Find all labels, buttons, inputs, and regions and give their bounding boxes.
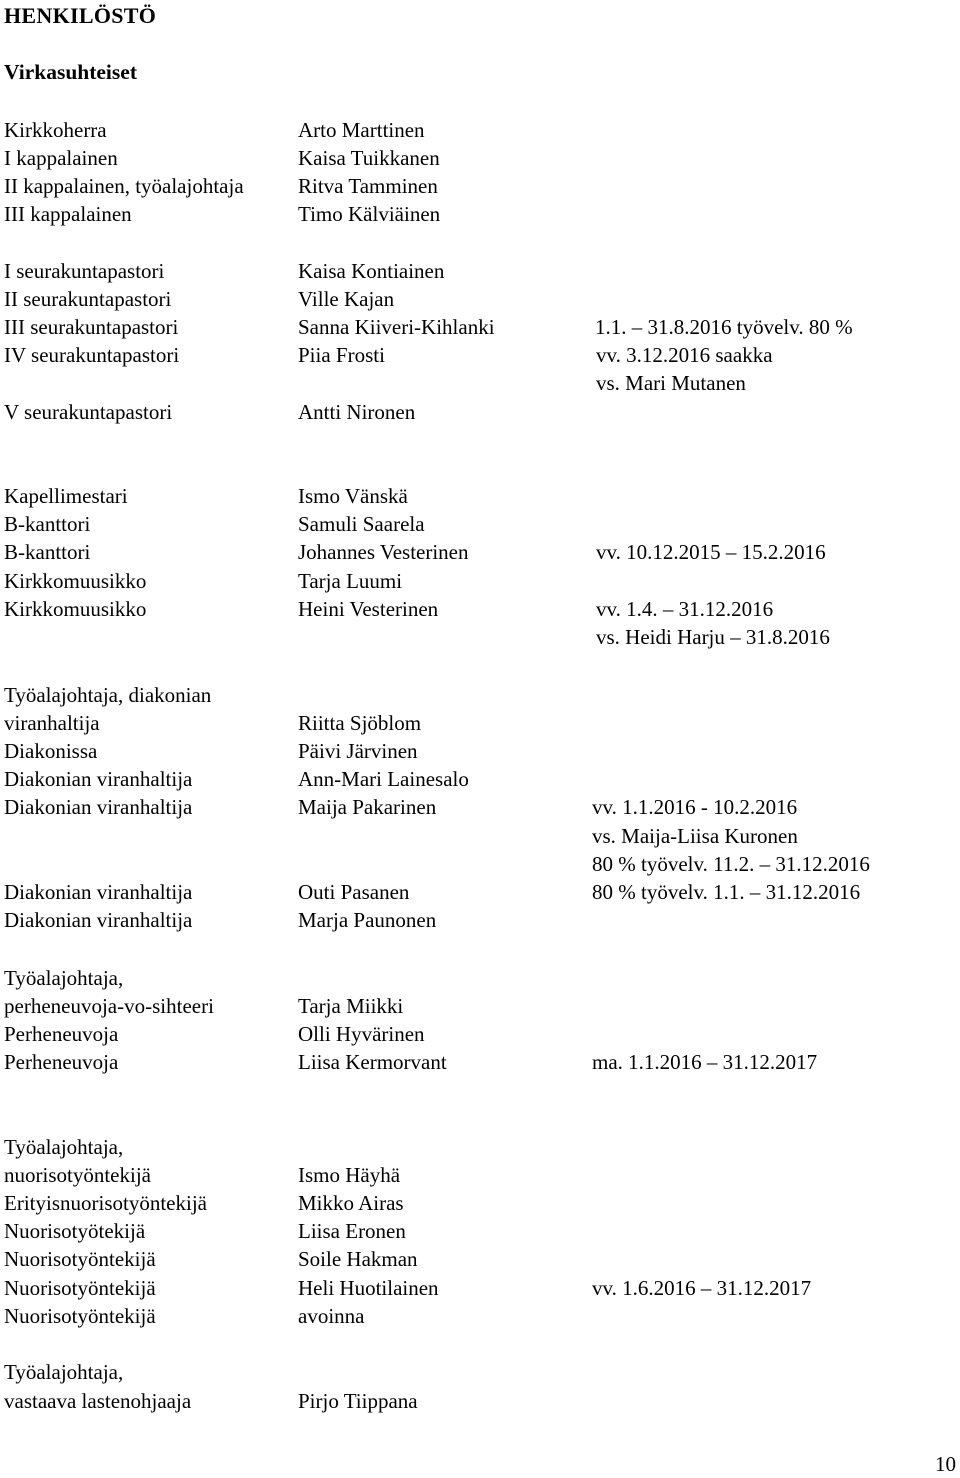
staff-role: Diakonian viranhaltija: [4, 795, 193, 819]
page-number: 10: [935, 1452, 956, 1476]
staff-note: vv. 1.4. – 31.12.2016: [596, 597, 774, 621]
staff-role: Kirkkoherra: [4, 118, 107, 142]
staff-role: B-kanttori: [4, 512, 91, 536]
page-title: HENKILÖSTÖ: [4, 3, 157, 28]
section-subtitle: Virkasuhteiset: [4, 60, 137, 84]
staff-name: Samuli Saarela: [298, 512, 425, 536]
staff-role: Työalajohtaja, diakonian: [4, 683, 212, 707]
staff-note: ma. 1.1.2016 – 31.12.2017: [592, 1050, 818, 1074]
staff-name: Marja Paunonen: [298, 908, 437, 932]
staff-role: I kappalainen: [4, 146, 118, 170]
staff-name: Kaisa Kontiainen: [298, 259, 445, 283]
staff-role: Kirkkomuusikko: [4, 569, 147, 593]
staff-role: Diakonissa: [4, 739, 98, 763]
staff-role: Diakonian viranhaltija: [4, 767, 193, 791]
staff-name: Antti Nironen: [298, 400, 416, 424]
staff-role: nuorisotyöntekijä: [4, 1163, 151, 1187]
staff-note: vs. Heidi Harju – 31.8.2016: [596, 625, 830, 649]
staff-role: Diakonian viranhaltija: [4, 908, 193, 932]
staff-name: Ritva Tamminen: [298, 174, 438, 198]
staff-role: III seurakuntapastori: [4, 315, 179, 339]
staff-role: vastaava lastenohjaaja: [4, 1389, 192, 1413]
staff-name: Ismo Häyhä: [298, 1163, 401, 1187]
staff-role: Perheneuvoja: [4, 1050, 119, 1074]
staff-role: Kirkkomuusikko: [4, 597, 147, 621]
staff-role: V seurakuntapastori: [4, 400, 173, 424]
staff-role: perheneuvoja-vo-sihteeri: [4, 994, 214, 1018]
staff-role: IV seurakuntapastori: [4, 343, 180, 367]
staff-role: I seurakuntapastori: [4, 259, 165, 283]
staff-role: B-kanttori: [4, 540, 91, 564]
staff-note: vv. 1.1.2016 - 10.2.2016: [592, 795, 798, 819]
staff-note: vv. 10.12.2015 – 15.2.2016: [596, 540, 826, 564]
staff-role: Työalajohtaja,: [4, 1360, 124, 1384]
staff-role: Nuorisotyöntekijä: [4, 1304, 156, 1328]
staff-name: Päivi Järvinen: [298, 739, 418, 763]
staff-role: Työalajohtaja,: [4, 966, 124, 990]
staff-role: Perheneuvoja: [4, 1022, 119, 1046]
staff-name: Maija Pakarinen: [298, 795, 437, 819]
staff-role: III kappalainen: [4, 202, 132, 226]
staff-note: vv. 1.6.2016 – 31.12.2017: [592, 1276, 812, 1300]
staff-name: Heini Vesterinen: [298, 597, 439, 621]
staff-name: Riitta Sjöblom: [298, 711, 422, 735]
staff-role: Työalajohtaja,: [4, 1135, 124, 1159]
staff-note: 80 % työvelv. 11.2. – 31.12.2016: [592, 852, 870, 876]
staff-name: avoinna: [298, 1304, 365, 1328]
staff-role: Nuorisotyöntekijä: [4, 1276, 156, 1300]
staff-name: Arto Marttinen: [298, 118, 425, 142]
staff-name: Liisa Eronen: [298, 1219, 406, 1243]
staff-name: Timo Kälviäinen: [298, 202, 441, 226]
staff-name: Piia Frosti: [298, 343, 385, 367]
staff-role: II seurakuntapastori: [4, 287, 172, 311]
staff-note: vs. Mari Mutanen: [596, 371, 746, 395]
staff-name: Kaisa Tuikkanen: [298, 146, 440, 170]
staff-note: 80 % työvelv. 1.1. – 31.12.2016: [592, 880, 861, 904]
staff-name: Johannes Vesterinen: [298, 540, 469, 564]
staff-role: Erityisnuorisotyöntekijä: [4, 1191, 207, 1215]
staff-name: Tarja Miikki: [298, 994, 404, 1018]
staff-role: II kappalainen, työalajohtaja: [4, 174, 244, 198]
staff-note: vv. 3.12.2016 saakka: [596, 343, 773, 367]
staff-name: Pirjo Tiippana: [298, 1389, 418, 1413]
staff-name: Soile Hakman: [298, 1247, 418, 1271]
staff-name: Mikko Airas: [298, 1191, 404, 1215]
staff-role: Diakonian viranhaltija: [4, 880, 193, 904]
staff-name: Ann-Mari Lainesalo: [298, 767, 469, 791]
staff-name: Heli Huotilainen: [298, 1276, 439, 1300]
staff-role: Nuorisotyötekijä: [4, 1219, 146, 1243]
staff-name: Olli Hyvärinen: [298, 1022, 425, 1046]
staff-role: viranhaltija: [4, 711, 100, 735]
staff-role: Kapellimestari: [4, 484, 128, 508]
staff-role: Nuorisotyöntekijä: [4, 1247, 156, 1271]
staff-name: Tarja Luumi: [298, 569, 403, 593]
staff-note: vs. Maija-Liisa Kuronen: [592, 824, 798, 848]
staff-name: Liisa Kermorvant: [298, 1050, 447, 1074]
staff-name: Outi Pasanen: [298, 880, 410, 904]
staff-name: Ville Kajan: [298, 287, 395, 311]
staff-name: Sanna Kiiveri-Kihlanki: [298, 315, 495, 339]
staff-note: 1.1. – 31.8.2016 työvelv. 80 %: [595, 315, 853, 339]
staff-name: Ismo Vänskä: [298, 484, 408, 508]
